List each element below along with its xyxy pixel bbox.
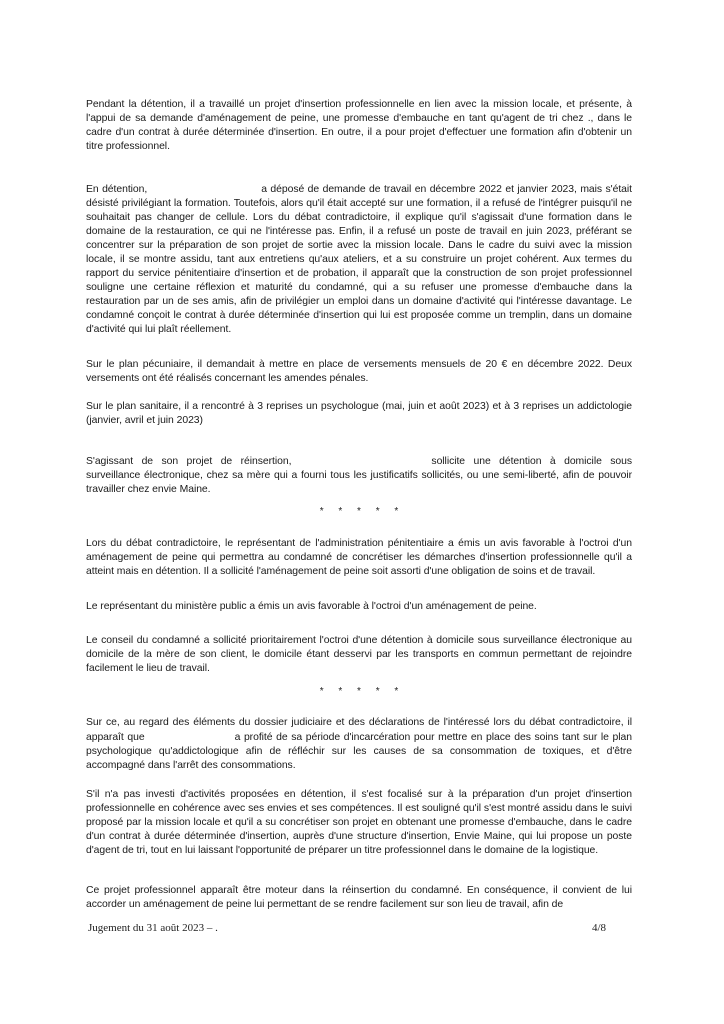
redacted-name	[291, 454, 431, 464]
paragraph-court-assessment-intro: Sur ce, au regard des éléments du dossier judiciaire et des déclarations de l'intéressé lors du débat contradictoire, il apparaît que	[86, 717, 632, 743]
paragraph-prosecutor-opinion: Le représentant du ministère public a émis un avis favorable à l'octroi d'un aménagement de peine.	[86, 601, 537, 612]
paragraph-financial: Sur le plan pécuniaire, il demandait à mettre en place de versements mensuels de 20 € en décembre 2022. Deux versements ont été réalisés concernant les amendes pénales.	[86, 359, 632, 384]
footer-page-number: 4/8	[592, 922, 607, 934]
paragraph-reinsertion-body: sollicite une détention à domicile sous surveillance électronique, chez sa mère qui a fourni tous les justificatifs sollicités, ou une semi-liberté, afin de pouvoir travailler chez envie Maine.	[86, 456, 633, 495]
paragraph-penitentiary-opinion: Lors du débat contradictoire, le représentant de l'administration pénitentiaire a émis un avis favorable à l'octroi d'un aménagement de peine qui permettra au condamné de concrétiser les démarches d'insertion professionnelle qu'il a atteint mais en détention. Il a sollicité l'aménagement de peine soit assorti d'une obligation de soins et de travail.	[86, 538, 632, 577]
redacted-name	[145, 730, 235, 740]
paragraph-detention-work-intro: En détention,	[86, 184, 148, 195]
paragraph-health: Sur le plan sanitaire, il a rencontré à 3 reprises un psychologue (mai, juin et août 2023) et à 3 reprises un addictologie (janvier, avril et juin 2023)	[86, 401, 632, 426]
footer-judgment-date: Jugement du 31 août 2023 – .	[88, 922, 218, 934]
redacted-name	[147, 182, 261, 192]
paragraph-counsel-request: Le conseil du condamné a sollicité prioritairement l'octroi d'une détention à domicile sous surveillance électronique au domicile de la mère de son client, le domicile étant desservi par les transports en commun permettant de rejoindre facilement le lieu de travail.	[86, 635, 632, 674]
paragraph-detention-work-body: a déposé de demande de travail en décembre 2022 et janvier 2023, mais s'était désisté privilégiant la formation. Toutefois, alors qu'il était accepté sur une formation, il a refusé de l'intégrer puisqu'il ne souhaitait pas changer de cellule. Lors du débat contradictoire, il explique qu'il s'agissait d'une formation dans le domaine de la restauration, ce qui ne l'intéresse pas. Enfin, il a refusé un poste de travail en juin 2023, préférant se concentrer sur la préparation de son projet de sortie avec la mission locale. Dans le cadre du suivi avec la mission locale, il se montre assidu, tant aux entretiens qu'aux ateliers, et a su construire un projet cohérent. Aux termes du rapport du service pénitentiaire d'insertion et de probation, il apparaît que la construction de son projet professionnel souligne une certaine réflexion et maturité du condamné, qui a su refuser une promesse d'embauche dans la restauration par un de ses amis, afin de privilégier un emploi dans un domaine d'activité qui l'intéresse davantage. Le condamné conçoit le contrat à durée déterminée d'insertion qui lui est proposée comme un tremplin, dans un domaine d'activité qui lui plaît réellement.	[86, 184, 632, 335]
paragraph-court-assessment-body: a profité de sa période d'incarcération pour mettre en place des soins tant sur le plan psychologique qu'addictologique afin de réfléchir sur les causes de sa consommation de toxiques, et d'être accompagné dans l'arrêt des consommations.	[86, 732, 632, 771]
paragraph-reinsertion-request	[86, 454, 632, 497]
paragraph-reinsertion-intro: S'agissant de son projet de réinsertion,	[86, 456, 292, 467]
section-separator: * * * * *	[319, 686, 405, 697]
paragraph-conclusion: Ce projet professionnel apparaît être moteur dans la réinsertion du condamné. En conséquence, il convient de lui accorder un aménagement de peine lui permettant de se rendre facilement sur son lieu de travail, afin de	[86, 885, 632, 910]
paragraph-detention-work	[86, 182, 632, 337]
paragraph-professional-focus: S'il n'a pas investi d'activités proposées en détention, il s'est focalisé sur à la préparation d'un projet d'insertion professionnelle en cohérence avec ses envies et ses compétences. Il est souligné qu'il s'est montré assidu dans le suivi proposé par la mission locale et qu'il a su concrétiser son projet en obtenant une promesse d'embauche, dans le cadre d'un contrat à durée déterminée d'insertion, auprès d'une structure d'insertion, Envie Maine, qui lui propose un poste d'agent de tri, tout en lui laissant l'opportunité de préparer un titre professionnel dans le domaine de la logistique.	[86, 789, 632, 856]
paragraph-insertion-project: Pendant la détention, il a travaillé un projet d'insertion professionnelle en lien avec la mission locale, et présente, à l'appui de sa demande d'aménagement de peine, une promesse d'embauche en tant qu'agent de tri chez ., dans le cadre d'un contrat à durée déterminée d'insertion. En outre, il a pour projet d'effectuer une formation afin d'obtenir un titre professionnel.	[86, 99, 632, 152]
section-separator: * * * * *	[319, 506, 405, 517]
paragraph-court-assessment	[86, 716, 632, 773]
